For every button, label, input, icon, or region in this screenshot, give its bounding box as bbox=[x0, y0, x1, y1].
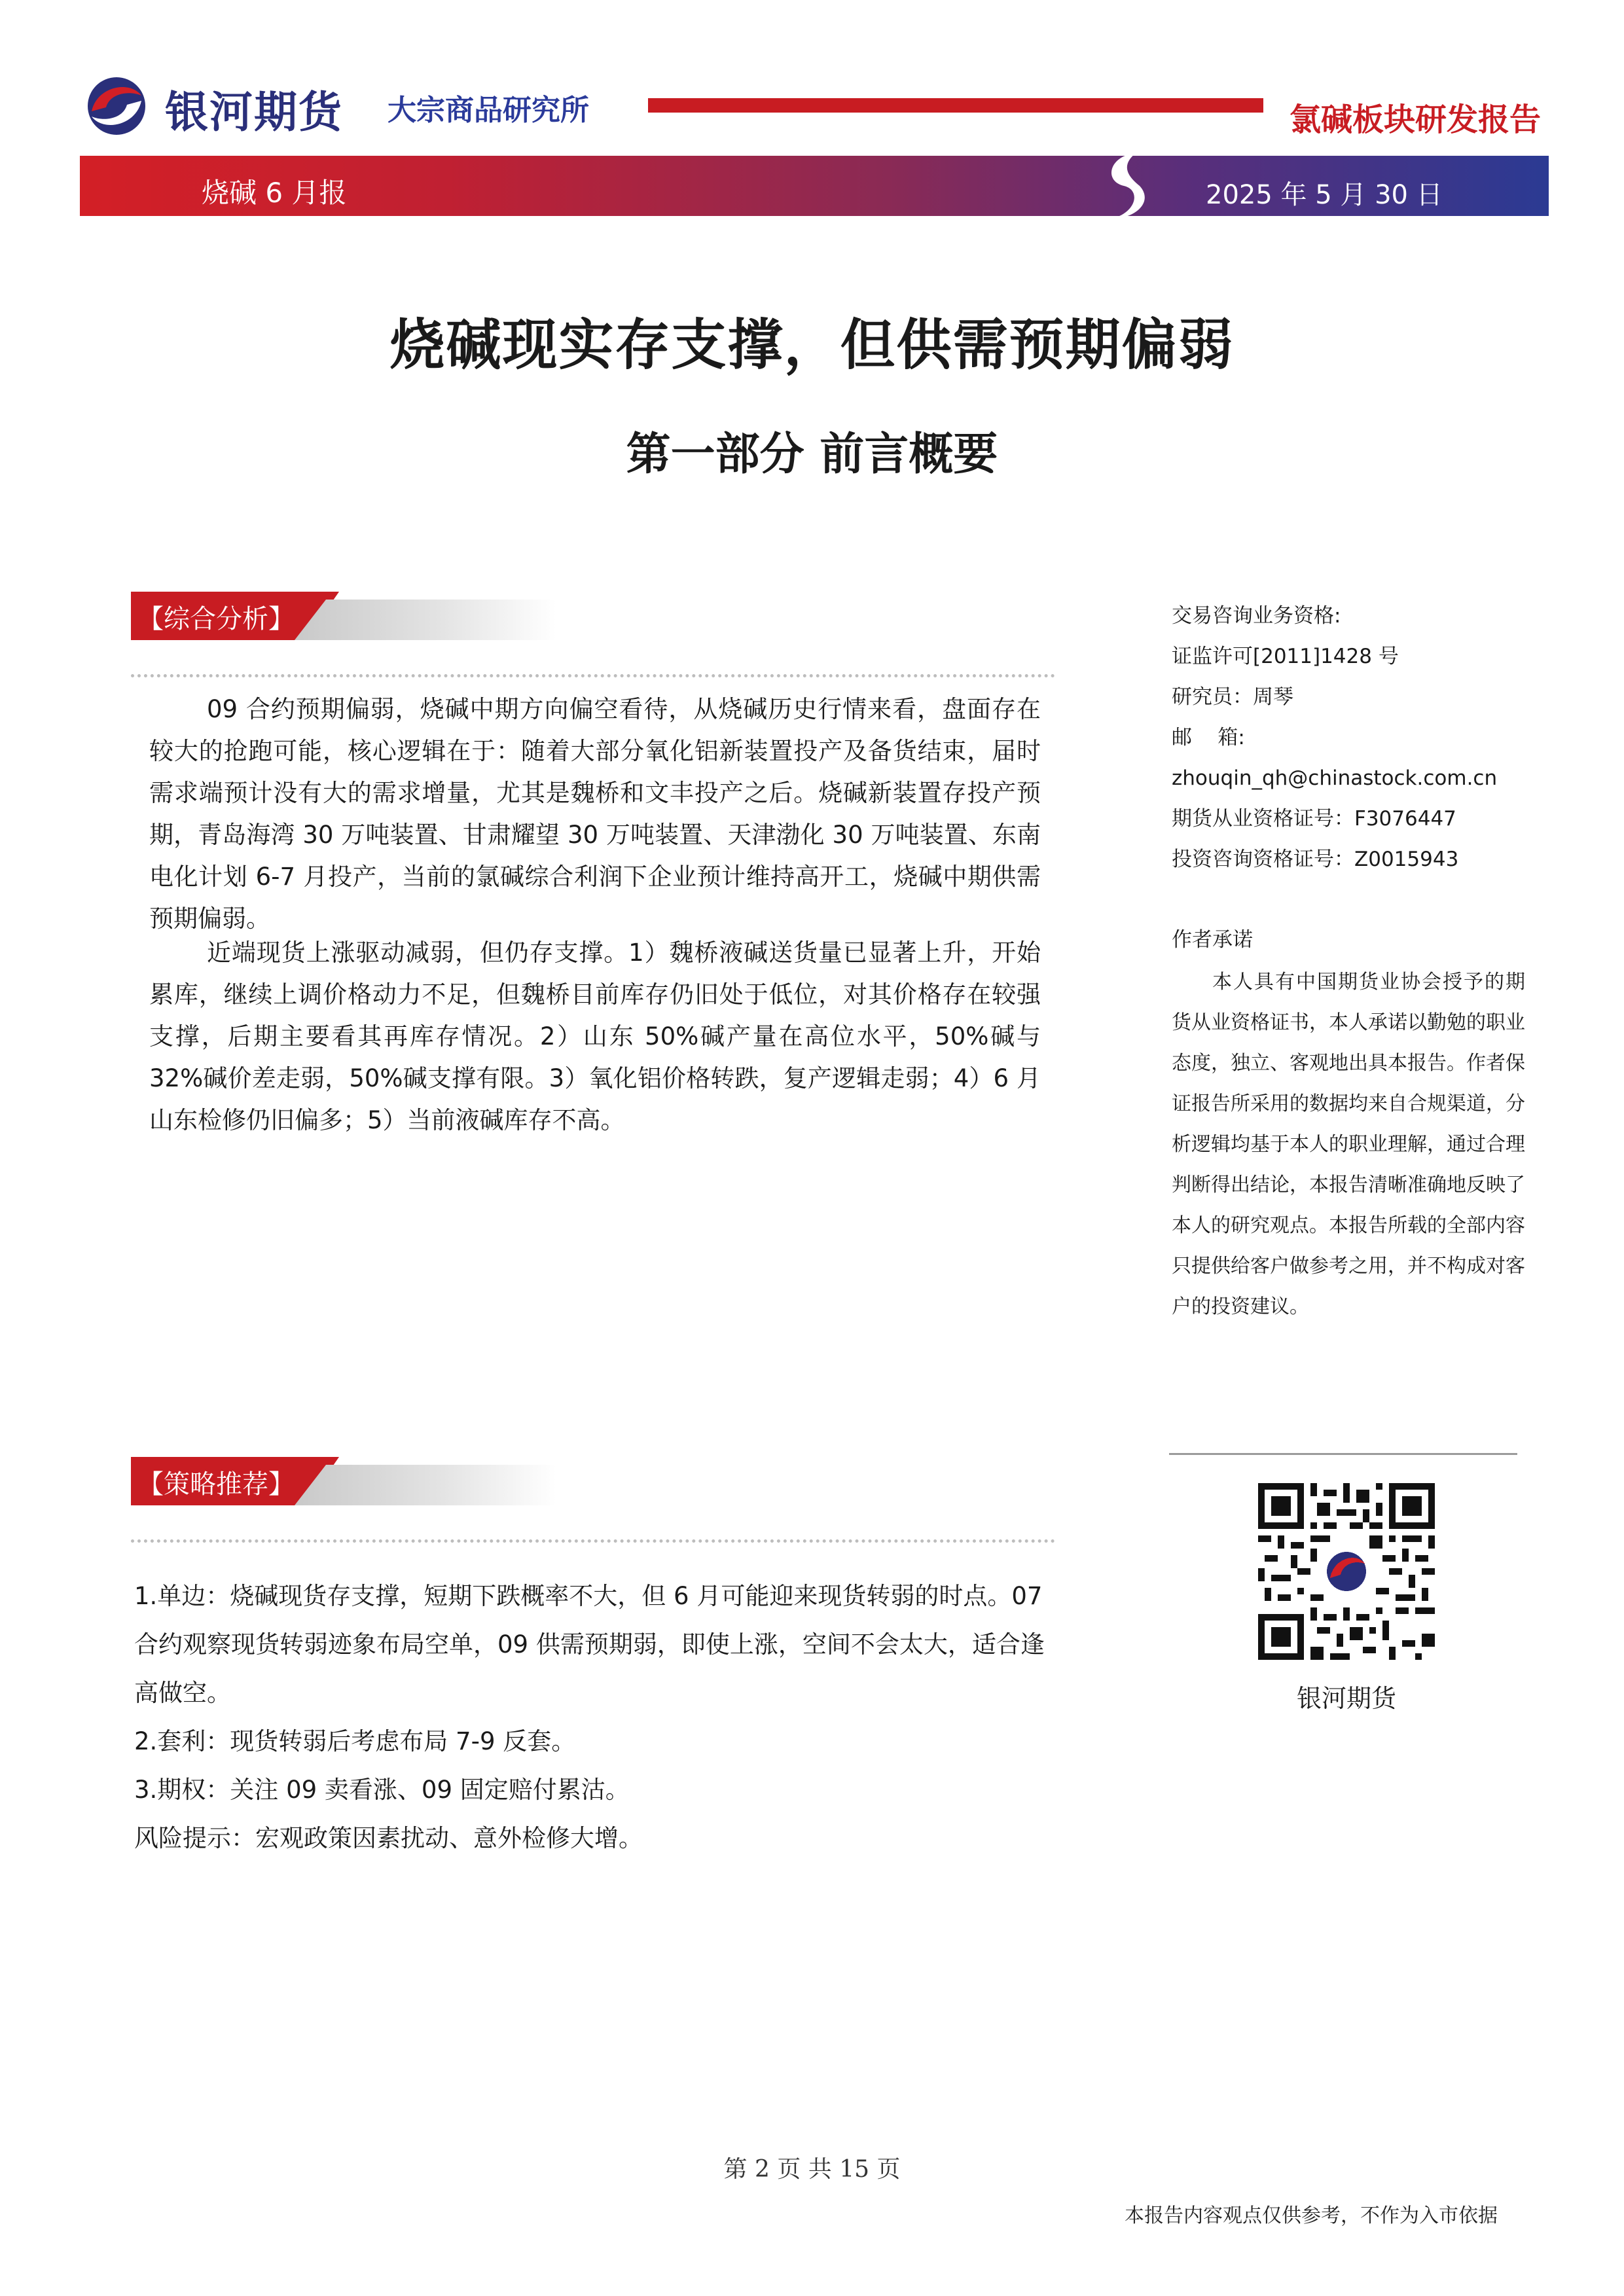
brand-name: 银河期货 bbox=[165, 87, 343, 137]
section-title: 第一部分 前言概要 bbox=[626, 429, 998, 480]
analysis-tag-label: 【综合分析】 bbox=[137, 604, 295, 634]
sidebar-divider bbox=[1169, 1453, 1517, 1455]
swoosh-logo-icon bbox=[1090, 149, 1162, 223]
strategy-list bbox=[134, 1572, 1051, 1863]
strategy-item: 1.单边：烧碱现货存支撑，短期下跌概率不大，但 6 月可能迎来现货转弱的时点。07 合约观察现货转弱迹象布局空单，09 供需预期弱，即使上涨，空间不会太大，适合逢高做空。 bbox=[134, 1582, 1045, 1707]
analyst-credentials bbox=[1172, 596, 1551, 880]
header-rule bbox=[648, 98, 1263, 113]
banner-report-name: 烧碱 6 月报 bbox=[202, 177, 347, 209]
strategy-item: 2.套利：现货转弱后考虑布局 7-9 反套。 bbox=[134, 1727, 576, 1755]
dotted-divider bbox=[131, 674, 1055, 677]
dotted-divider bbox=[131, 1539, 1055, 1543]
analysis-paragraph: 近端现货上涨驱动减弱，但仍存支撑。1）魏桥液碱送货量已显著上升，开始累库，继续上调价格动力不足，但魏桥目前库存仍旧处于低位，对其价格存在较强支撑，后期主要看其再库存情况。2）山东 50%碱产量在高位水平，50%碱与 32%碱价差走弱，50%碱支撑有限。3）氧化铝价格转跌，复产逻辑走弱；4）6 月山东检修仍旧偏多；5）当前液碱库存不高。 bbox=[149, 939, 1041, 1134]
strategy-item: 3.期权：关注 09 卖看涨、09 固定赔付累沽。 bbox=[134, 1776, 630, 1804]
analysis-tag bbox=[131, 592, 563, 640]
strategy-tag-label: 【策略推荐】 bbox=[137, 1469, 295, 1499]
analysis-paragraph: 09 合约预期偏弱，烧碱中期方向偏空看待，从烧碱历史行情来看，盘面存在较大的抢跑可能，核心逻辑在于：随着大部分氧化铝新装置投产及备货结束，届时需求端预计没有大的需求增量，尤其是魏桥和文丰投产之后。烧碱新装置存投产预期，青岛海湾 30 万吨装置、甘肃耀望 30 万吨装置、天津渤化 30 万吨装置、东南电化计划 6-7 月投产，当前的氯碱综合利润下企业预计维持高开工，烧碱中期供需预期偏弱。 bbox=[149, 695, 1041, 933]
page-number: 第 2 页 共 15 页 bbox=[723, 2156, 901, 2183]
email-address: zhouqin_qh@chinastock.com.cn bbox=[1172, 766, 1498, 790]
qr-code-icon bbox=[1258, 1483, 1435, 1660]
strategy-tag bbox=[131, 1457, 563, 1505]
pledge-text: 本人具有中国期货业协会授予的期货从业资格证书，本人承诺以勤勉的职业态度，独立、客观地出具本报告。作者保证报告所采用的数据均来自合规渠道，分析逻辑均基于本人的职业理解，通过合理判断得出结论，本报告清晰准确地反映了本人的研究观点。本报告所载的全部内容只提供给客户做参考之用，并不构成对客户的投资建议。 bbox=[1172, 971, 1525, 1318]
credential-line: 投资咨询资格证号：Z0015943 bbox=[1172, 848, 1459, 871]
analyst-name: 研究员：周琴 bbox=[1172, 685, 1293, 709]
credential-line: 证监许可[2011]1428 号 bbox=[1172, 645, 1399, 668]
credential-line: 期货从业资格证号：F3076447 bbox=[1172, 807, 1456, 831]
qr-caption: 银河期货 bbox=[1296, 1684, 1396, 1713]
report-date: 2025 年 5 月 30 日 bbox=[1206, 180, 1443, 210]
risk-warning: 风险提示：宏观政策因素扰动、意外检修大增。 bbox=[134, 1824, 643, 1852]
pledge-heading: 作者承诺 bbox=[1172, 928, 1253, 952]
institute-name: 大宗商品研究所 bbox=[388, 94, 589, 127]
email-label: 邮 箱: bbox=[1172, 726, 1245, 749]
footer-disclaimer: 本报告内容观点仅供参考，不作为入市依据 bbox=[1125, 2204, 1498, 2227]
page-title: 烧碱现实存支撑，但供需预期偏弱 bbox=[389, 313, 1235, 377]
brand-logo bbox=[77, 73, 156, 139]
report-type: 氯碱板块研发报告 bbox=[1290, 101, 1542, 138]
credential-line: 交易咨询业务资格: bbox=[1172, 604, 1341, 628]
